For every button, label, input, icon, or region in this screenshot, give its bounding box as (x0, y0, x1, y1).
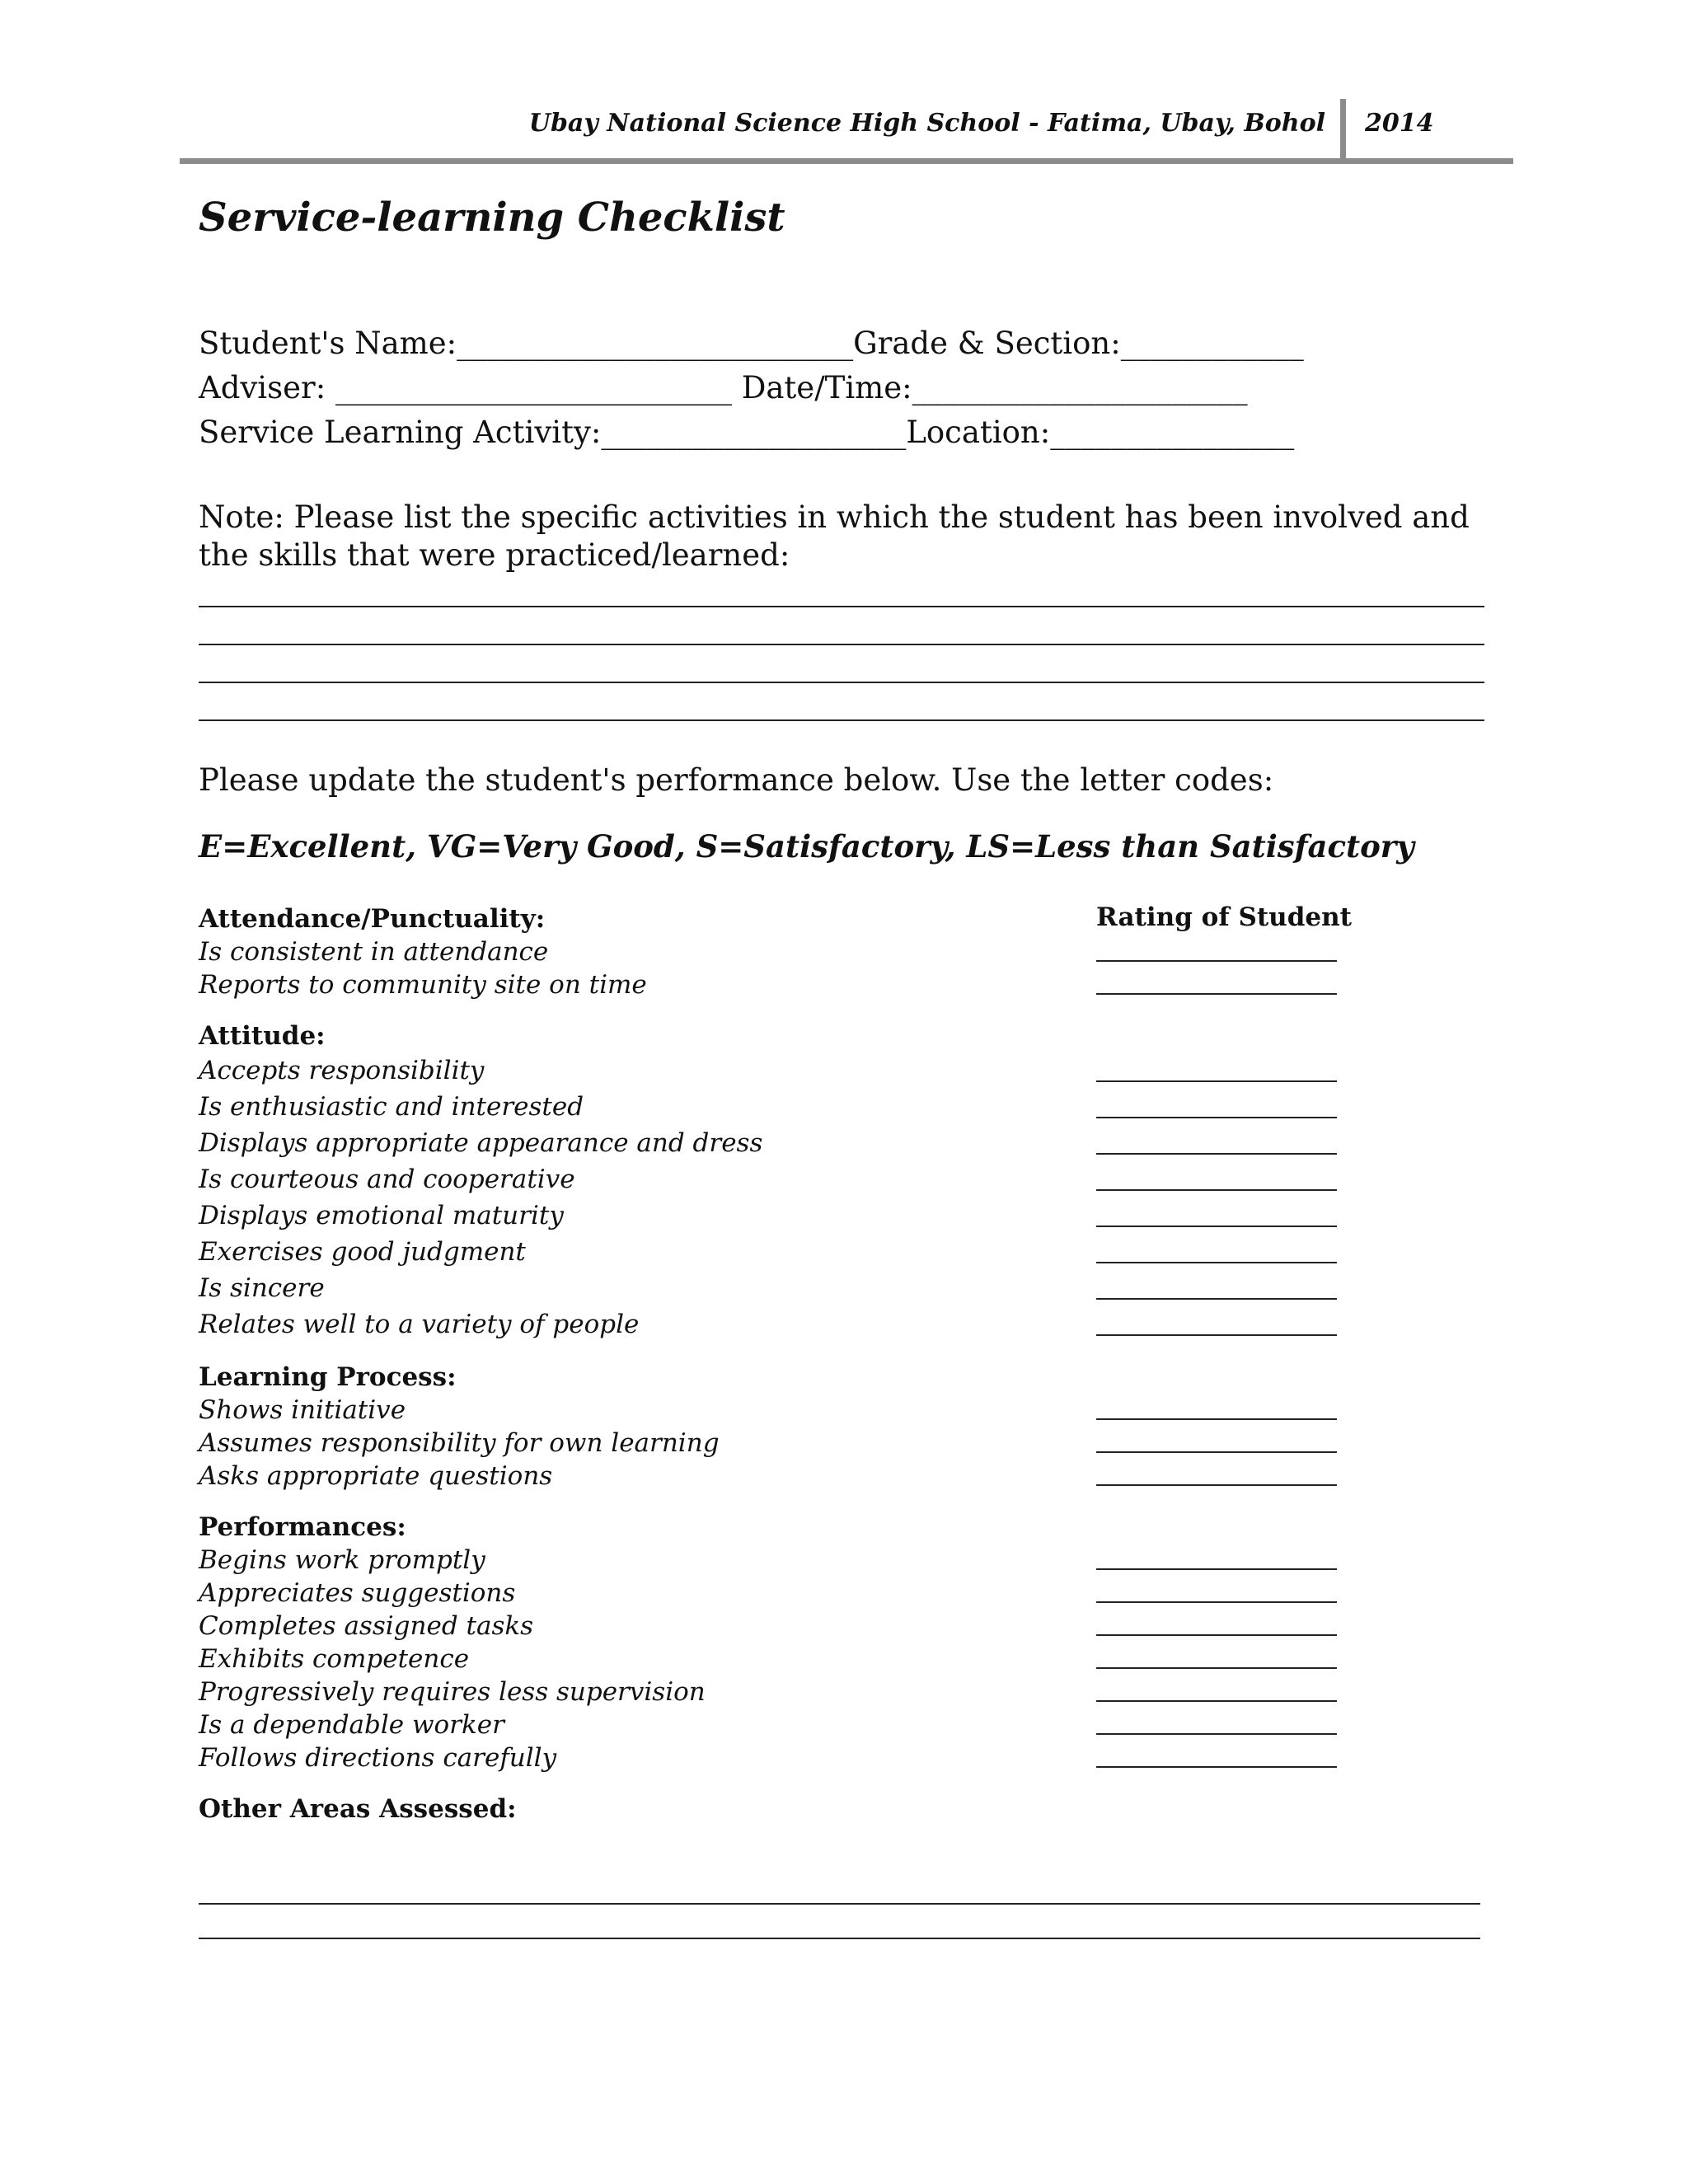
item-label: Is courteous and cooperative (199, 1165, 575, 1194)
checklist-item (199, 1610, 1353, 1643)
section-learning-process (199, 1361, 1353, 1493)
other-areas-lines (199, 1875, 1480, 1944)
rating-blank[interactable] (1096, 1418, 1337, 1420)
note-section (199, 499, 1484, 726)
page-header (0, 0, 1688, 165)
letter-codes: E=Excellent, VG=Very Good, S=Satisfactory, LS=Less than Satisfactory (199, 828, 1414, 865)
item-label: Displays emotional maturity (199, 1201, 564, 1230)
rating-blank[interactable] (1096, 1334, 1337, 1336)
student-info-fields (199, 321, 1484, 455)
section-title: Other Areas Assessed: (199, 1794, 517, 1824)
checklist-item (199, 1125, 1353, 1161)
rating-blank[interactable] (1096, 1484, 1337, 1486)
rating-blank[interactable] (1096, 1262, 1337, 1263)
section-title: Performances: (199, 1512, 406, 1542)
item-label: Accepts responsibility (199, 1056, 485, 1085)
item-label: Follows directions carefully (199, 1743, 557, 1773)
note-text: Note: Please list the specific activities in which the student has been involved and the skills that were practiced/learned: (199, 499, 1470, 573)
item-label: Displays appropriate appearance and dress (199, 1128, 763, 1158)
rating-blank[interactable] (1096, 993, 1337, 995)
checklist-item (199, 1161, 1353, 1197)
page-title: Service-learning Checklist (199, 194, 785, 241)
item-label: Is consistent in attendance (199, 937, 549, 967)
rating-blank[interactable] (1096, 1080, 1337, 1082)
item-label: Relates well to a variety of people (199, 1310, 640, 1339)
rating-blank[interactable] (1096, 1667, 1337, 1669)
item-label: Progressively requires less supervision (199, 1677, 706, 1707)
checklist-item (199, 1052, 1353, 1089)
item-label: Reports to community site on time (199, 970, 647, 1000)
activity-location-line[interactable]: Service Learning Activity:____________________Location:________________ (199, 415, 1295, 450)
checklist-item (199, 1643, 1353, 1675)
item-label: Assumes responsibility for own learning (199, 1428, 720, 1458)
rating-blank[interactable] (1096, 1153, 1337, 1155)
performance-instructions: Please update the student's performance below. Use the letter codes: (199, 762, 1274, 798)
checklist (199, 902, 1353, 1844)
rating-blank[interactable] (1096, 1601, 1337, 1603)
note-answer-line[interactable] (199, 612, 1484, 650)
checklist-item (199, 1741, 1353, 1774)
checklist-item (199, 1234, 1353, 1270)
section-title: Attendance/Punctuality: (199, 904, 546, 934)
checklist-item (199, 1460, 1353, 1493)
note-answer-line[interactable] (199, 574, 1484, 612)
section-performances (199, 1511, 1353, 1774)
rating-blank[interactable] (1096, 1634, 1337, 1636)
checklist-item (199, 1427, 1353, 1460)
checklist-item (199, 1394, 1353, 1427)
item-label: Shows initiative (199, 1395, 406, 1425)
rating-blank[interactable] (1096, 1117, 1337, 1118)
item-label: Appreciates suggestions (199, 1578, 516, 1608)
note-answer-line[interactable] (199, 650, 1484, 688)
rating-blank[interactable] (1096, 1733, 1337, 1735)
section-title: Learning Process: (199, 1362, 457, 1392)
item-label: Completes assigned tasks (199, 1611, 534, 1641)
rating-blank[interactable] (1096, 1298, 1337, 1300)
header-year: 2014 (1365, 109, 1434, 138)
header-rule (180, 158, 1513, 164)
rating-blank[interactable] (1096, 1568, 1337, 1570)
rating-blank[interactable] (1096, 1766, 1337, 1768)
student-name-grade-line[interactable]: Student's Name:__________________________Grade & Section:____________ (199, 326, 1304, 361)
item-label: Exercises good judgment (199, 1237, 526, 1267)
checklist-item (199, 1577, 1353, 1610)
section-attendance (199, 902, 1353, 1001)
rating-blank[interactable] (1096, 1451, 1337, 1453)
checklist-item (199, 1544, 1353, 1577)
header-divider (1340, 99, 1346, 162)
checklist-item (199, 1270, 1353, 1306)
section-other-areas (199, 1793, 1353, 1825)
other-areas-answer-line[interactable] (199, 1875, 1480, 1910)
item-label: Asks appropriate questions (199, 1461, 553, 1491)
checklist-item (199, 935, 1353, 968)
rating-blank[interactable] (1096, 1226, 1337, 1227)
header-school: Ubay National Science High School - Fatima, Ubay, Bohol (528, 109, 1325, 138)
checklist-item (199, 1089, 1353, 1125)
checklist-item (199, 968, 1353, 1001)
section-title: Attitude: (199, 1021, 326, 1051)
item-label: Begins work promptly (199, 1545, 485, 1575)
item-label: Is enthusiastic and interested (199, 1092, 584, 1122)
note-answer-line[interactable] (199, 688, 1484, 726)
checklist-item (199, 1708, 1353, 1741)
item-label: Exhibits competence (199, 1644, 470, 1674)
section-attitude (199, 1019, 1353, 1343)
item-label: Is sincere (199, 1273, 325, 1303)
item-label: Is a dependable worker (199, 1710, 504, 1740)
checklist-item (199, 1197, 1353, 1234)
checklist-item (199, 1675, 1353, 1708)
adviser-date-line[interactable]: Adviser: __________________________ Date/Time:______________________ (199, 370, 1248, 405)
checklist-item (199, 1306, 1353, 1343)
rating-blank[interactable] (1096, 960, 1337, 962)
rating-blank[interactable] (1096, 1189, 1337, 1191)
rating-blank[interactable] (1096, 1700, 1337, 1702)
rating-column-header: Rating of Student (1096, 902, 1352, 932)
other-areas-answer-line[interactable] (199, 1910, 1480, 1944)
